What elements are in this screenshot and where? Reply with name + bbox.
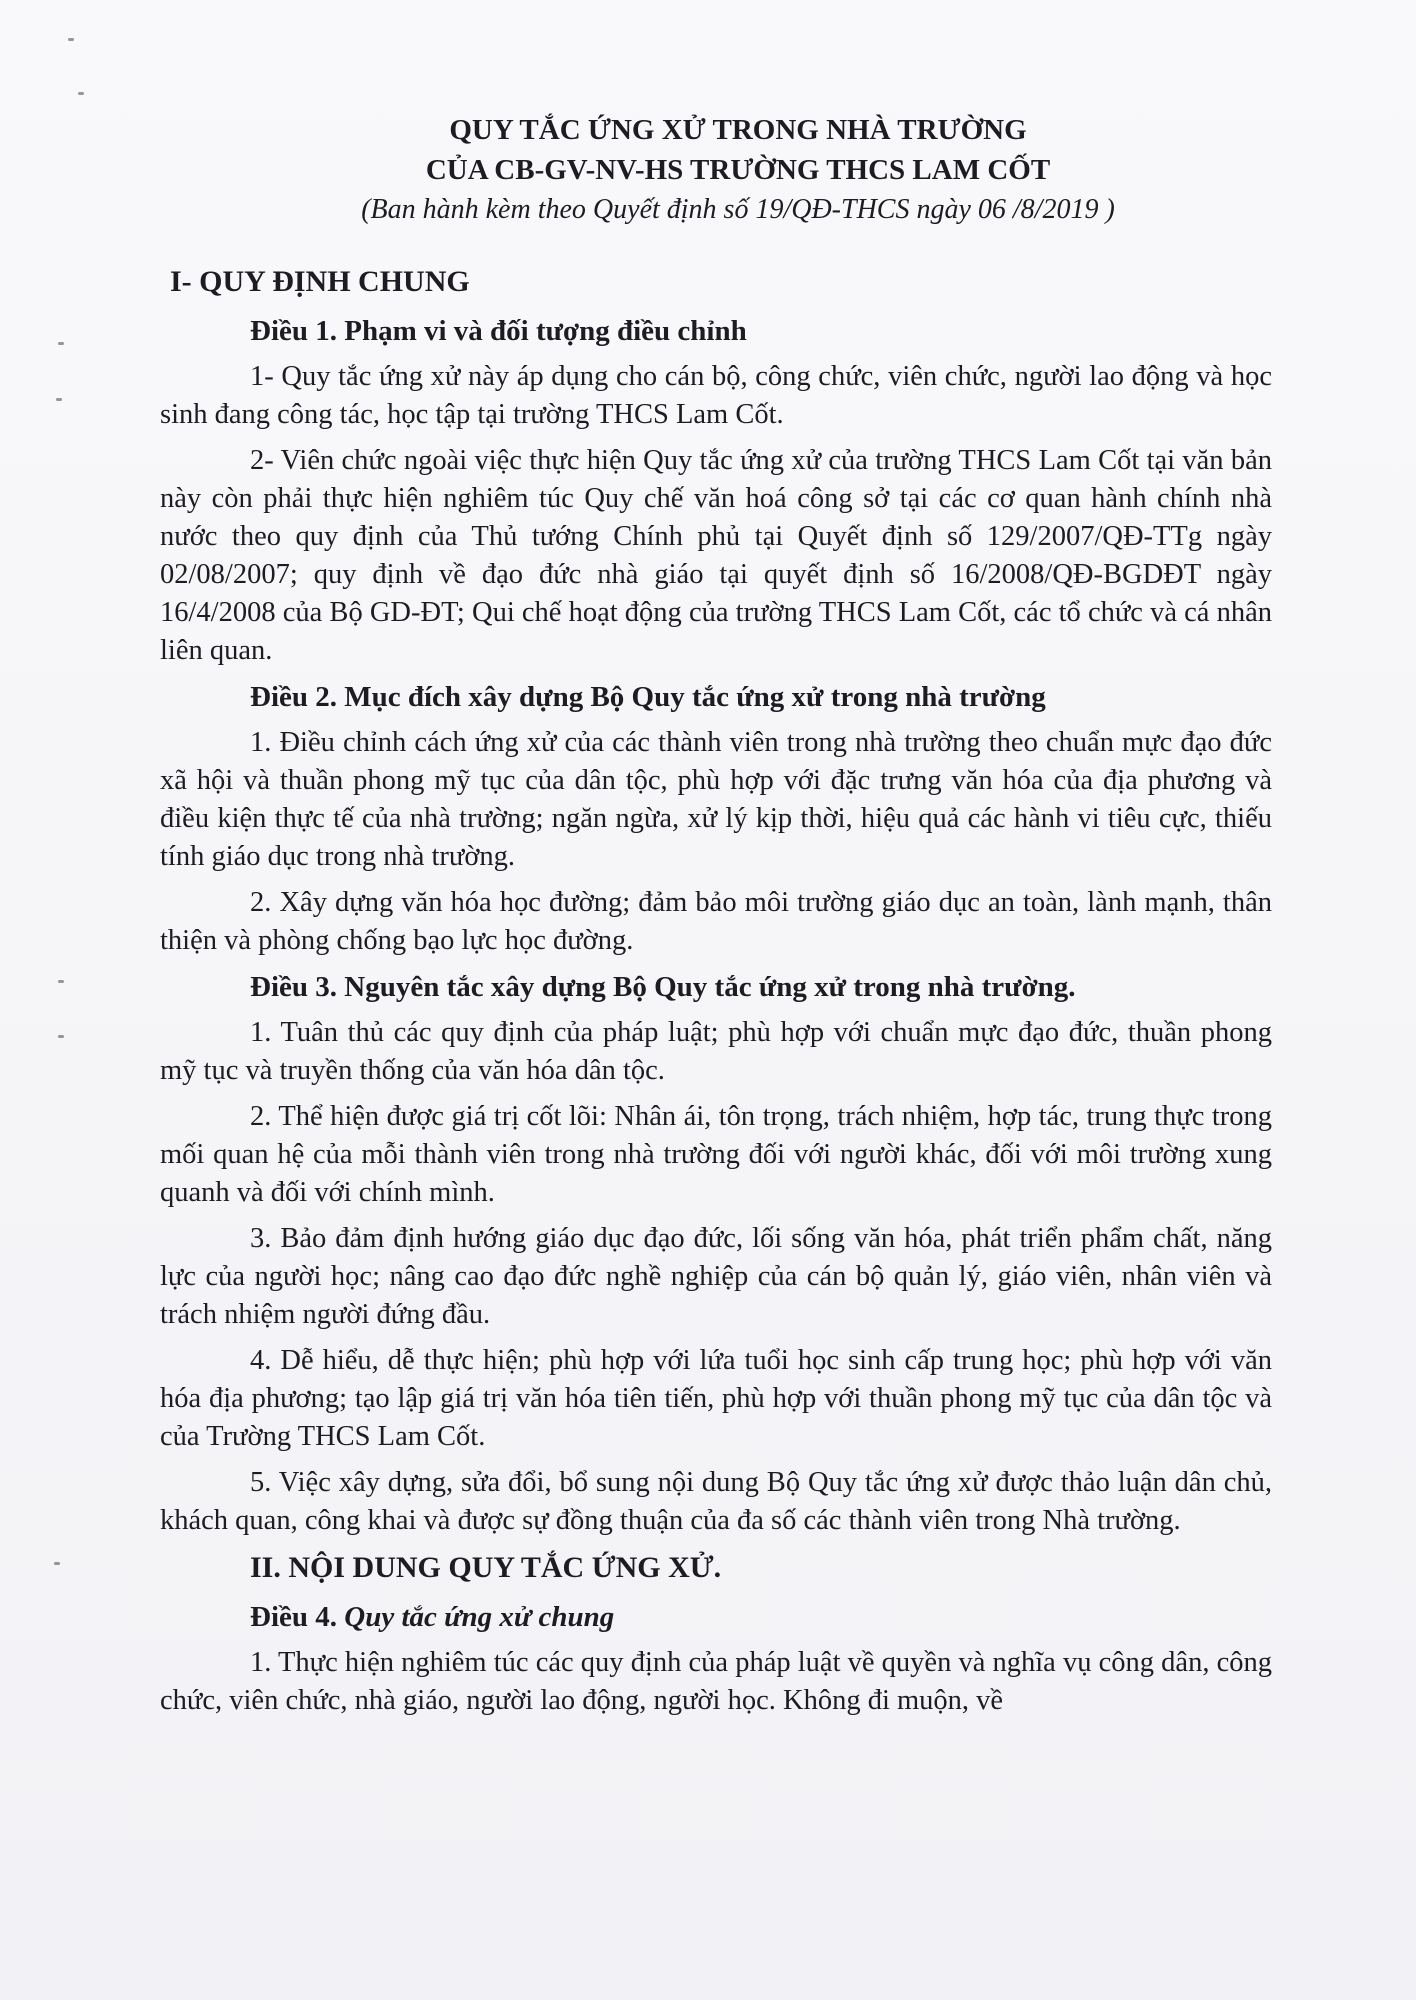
- article-3-paragraph: 4. Dễ hiểu, dễ thực hiện; phù hợp với lứa tuổi học sinh cấp trung học; phù hợp với văn hóa địa phương; tạo lập giá trị văn hóa tiên tiến, phù hợp với thuần phong mỹ tục của dân tộc và của Trường THCS Lam Cốt.: [160, 1345, 1272, 1452]
- scan-speck: [58, 980, 64, 983]
- article-4-title: Quy tắc ứng xử chung: [344, 1601, 615, 1633]
- scan-speck: [56, 398, 62, 401]
- article-2-heading: Điều 2. Mục đích xây dựng Bộ Quy tắc ứng xử trong nhà trường: [250, 681, 1046, 713]
- document-title-line-2: CỦA CB-GV-NV-HS TRƯỜNG THCS LAM CỐT: [425, 154, 1051, 186]
- scan-speck: [58, 1035, 64, 1038]
- article-4-number: Điều 4.: [250, 1601, 337, 1633]
- document-subtitle: (Ban hành kèm theo Quyết định số 19/QĐ-THCS ngày 06 /8/2019 ): [361, 194, 1115, 225]
- section-heading-1: I- QUY ĐỊNH CHUNG: [170, 265, 470, 298]
- article-3-paragraph: 3. Bảo đảm định hướng giáo dục đạo đức, lối sống văn hóa, phát triển phẩm chất, năng lực của người học; nâng cao đạo đức nghề nghiệp của cán bộ quản lý, giáo viên, nhân viên và trách nhiệm người đứng đầu.: [160, 1223, 1272, 1330]
- scan-speck: [54, 1562, 60, 1565]
- article-1-paragraph: 1- Quy tắc ứng xử này áp dụng cho cán bộ, công chức, viên chức, người lao động và học sinh đang công tác, học tập tại trường THCS Lam Cốt.: [160, 361, 1272, 430]
- article-3-heading: Điều 3. Nguyên tắc xây dựng Bộ Quy tắc ứng xử trong nhà trường.: [250, 971, 1076, 1003]
- article-1-heading: Điều 1. Phạm vi và đối tượng điều chỉnh: [250, 315, 747, 347]
- article-3-paragraph: 5. Việc xây dựng, sửa đổi, bổ sung nội dung Bộ Quy tắc ứng xử được thảo luận dân chủ, khách quan, công khai và được sự đồng thuận của đa số các thành viên trong Nhà trường.: [160, 1467, 1272, 1536]
- article-2-paragraph: 1. Điều chỉnh cách ứng xử của các thành viên trong nhà trường theo chuẩn mực đạo đức xã hội và thuần phong mỹ tục của dân tộc, phù hợp với đặc trưng văn hóa của địa phương và điều kiện thực tế của nhà trường; ngăn ngừa, xử lý kịp thời, hiệu quả các hành vi tiêu cực, thiếu tính giáo dục trong nhà trường.: [160, 727, 1272, 872]
- article-2-paragraph: 2. Xây dựng văn hóa học đường; đảm bảo môi trường giáo dục an toàn, lành mạnh, thân thiện và phòng chống bạo lực học đường.: [160, 887, 1272, 956]
- article-3-paragraph: 2. Thể hiện được giá trị cốt lõi: Nhân ái, tôn trọng, trách nhiệm, hợp tác, trung thực trong mối quan hệ của mỗi thành viên trong nhà trường đối với người khác, đối với môi trường xung quanh và đối với chính mình.: [160, 1101, 1272, 1208]
- scan-speck: [78, 92, 84, 95]
- document-title-line-1: QUY TẮC ỨNG XỬ TRONG NHÀ TRƯỜNG: [449, 114, 1027, 146]
- scan-speck: [68, 38, 74, 41]
- article-4-heading: [160, 1598, 1272, 1636]
- scan-speck: [58, 342, 64, 345]
- document-body: [160, 110, 1272, 1728]
- section-heading-2: II. NỘI DUNG QUY TẮC ỨNG XỬ.: [250, 1551, 722, 1584]
- article-3-paragraph: 1. Tuân thủ các quy định của pháp luật; phù hợp với chuẩn mực đạo đức, thuần phong mỹ tục và truyền thống của văn hóa dân tộc.: [160, 1017, 1272, 1086]
- article-4-paragraph: 1. Thực hiện nghiêm túc các quy định của pháp luật về quyền và nghĩa vụ công dân, công chức, viên chức, nhà giáo, người lao động, người học. Không đi muộn, về: [160, 1647, 1272, 1716]
- article-1-paragraph: 2- Viên chức ngoài việc thực hiện Quy tắc ứng xử của trường THCS Lam Cốt tại văn bản này còn phải thực hiện nghiêm túc Quy chế văn hoá công sở tại các cơ quan hành chính nhà nước theo quy định của Thủ tướng Chính phủ tại Quyết định số 129/2007/QĐ-TTg ngày 02/08/2007; quy định về đạo đức nhà giáo tại quyết định số 16/2008/QĐ-BGDĐT ngày 16/4/2008 của Bộ GD-ĐT; Qui chế hoạt động của trường THCS Lam Cốt, các tổ chức và cá nhân liên quan.: [160, 445, 1272, 666]
